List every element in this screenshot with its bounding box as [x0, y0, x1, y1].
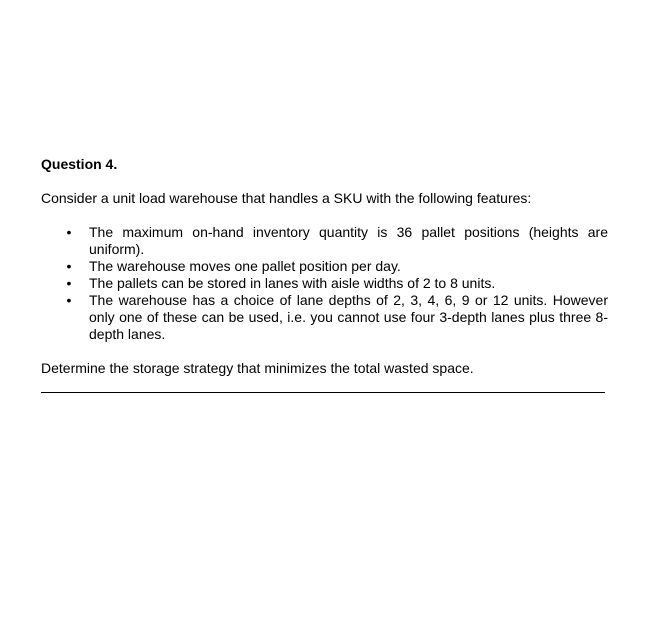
- bullet-icon: •: [66, 275, 72, 291]
- question-document: [41, 156, 608, 393]
- question-title: Question 4.: [41, 156, 118, 172]
- feature-text: The warehouse moves one pallet position per day.: [89, 258, 401, 274]
- question-intro: Consider a unit load warehouse that handles a SKU with the following features:: [41, 190, 532, 206]
- feature-text: The warehouse has a choice of lane depths of 2, 3, 4, 6, 9 or 12 units. However only one of these can be used, i.e. you cannot use four 3-depth lanes plus three 8-depth lanes.: [89, 292, 608, 342]
- bullet-icon: •: [66, 258, 72, 274]
- feature-text: The pallets can be stored in lanes with aisle widths of 2 to 8 units.: [89, 275, 496, 291]
- feature-text: The maximum on-hand inventory quantity is 36 pallet positions (heights are uniform).: [89, 224, 608, 257]
- bullet-icon: •: [66, 224, 72, 240]
- feature-list: [41, 224, 608, 343]
- divider-line: [41, 392, 605, 393]
- feature-item-moves: [41, 258, 608, 275]
- feature-item-lane-depths: [41, 292, 608, 343]
- feature-item-aisle-widths: [41, 275, 608, 292]
- bullet-icon: •: [66, 292, 72, 308]
- feature-item-max-inventory: [41, 224, 608, 258]
- question-task: Determine the storage strategy that minimizes the total wasted space.: [41, 360, 474, 376]
